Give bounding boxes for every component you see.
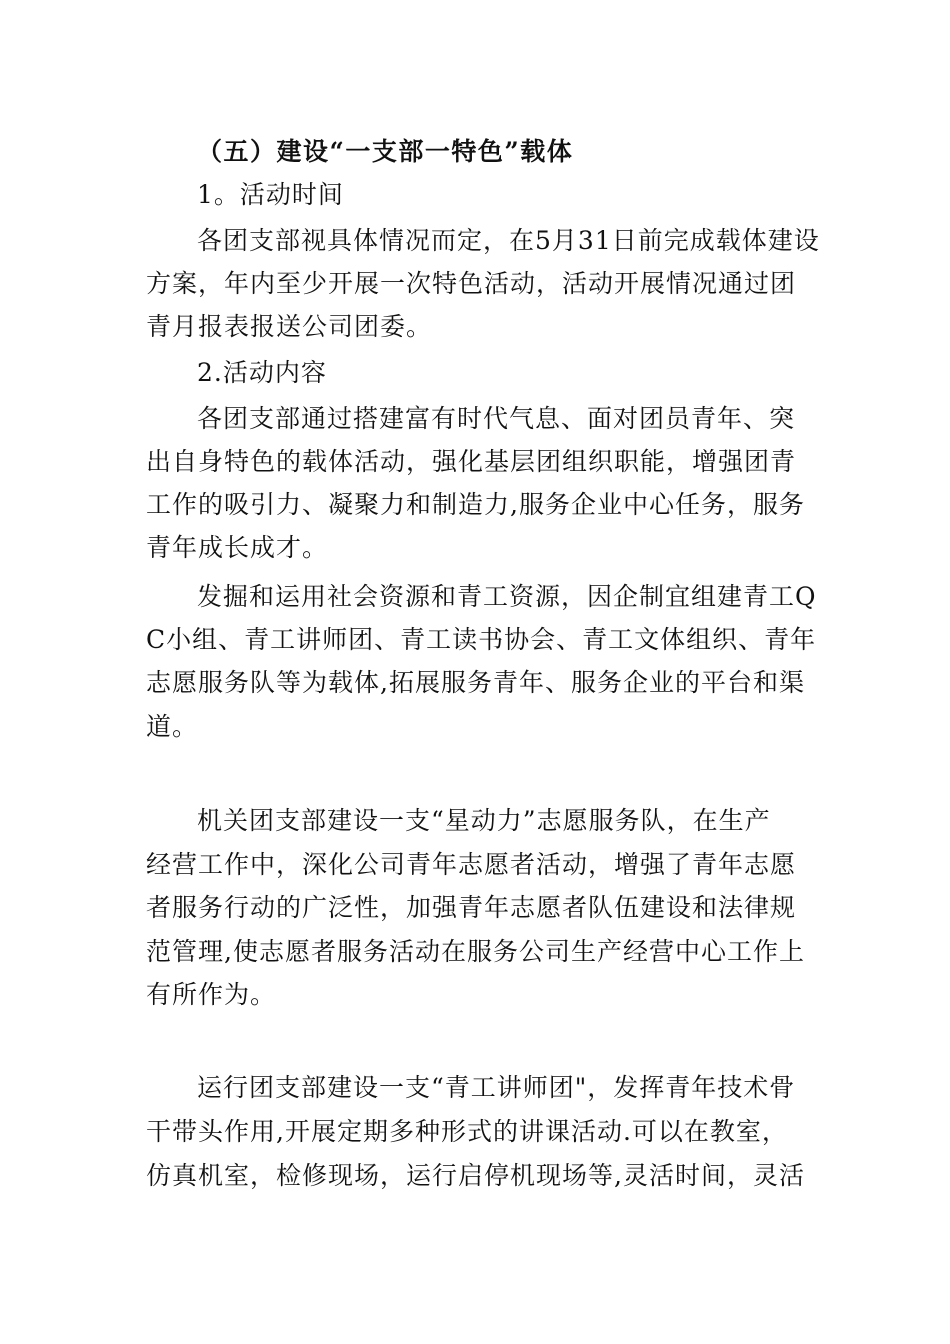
paragraph-line: 有所作为。 <box>146 980 277 1009</box>
paragraph-line: 干带头作用,开展定期多种形式的讲课活动.可以在教室， <box>146 1117 788 1146</box>
paragraph-line: 经营工作中，深化公司青年志愿者活动，增强了青年志愿 <box>146 850 797 879</box>
paragraph-line: 运行团支部建设一支“青工讲师团"，发挥青年技术骨 <box>197 1073 796 1102</box>
item-title-activity-time: 1。活动时间 <box>197 180 344 209</box>
paragraph-line: 机关团支部建设一支“星动力”志愿服务队，在生产 <box>197 806 771 835</box>
paragraph-line: 出自身特色的载体活动，强化基层团组织职能，增强团青 <box>146 447 797 476</box>
paragraph-line: 各团支部通过搭建富有时代气息、面对团员青年、突 <box>197 404 796 433</box>
paragraph-line: 仿真机室，检修现场，运行启停机现场等,灵活时间，灵活 <box>146 1161 805 1190</box>
paragraph-line: C小组、青工讲师团、青工读书协会、青工文体组织、青年 <box>146 625 817 654</box>
paragraph-line: 青月报表报送公司团委。 <box>146 312 433 341</box>
item-title-activity-content: 2.活动内容 <box>197 358 327 387</box>
paragraph-line: 道。 <box>146 712 199 741</box>
paragraph-line: 各团支部视具体情况而定，在5月31日前完成载体建设 <box>197 226 820 255</box>
paragraph-line: 范管理,使志愿者服务活动在服务公司生产经营中心工作上 <box>146 937 805 966</box>
paragraph-line: 工作的吸引力、凝聚力和制造力,服务企业中心任务，服务 <box>146 490 805 519</box>
paragraph-line: 志愿服务队等为载体,拓展服务青年、服务企业的平台和渠 <box>146 668 805 697</box>
section-heading: （五）建设“一支部一特色”载体 <box>197 137 574 166</box>
paragraph-line: 者服务行动的广泛性，加强青年志愿者队伍建设和法律规 <box>146 893 797 922</box>
paragraph-line: 发掘和运用社会资源和青工资源，因企制宜组建青工Q <box>197 582 817 611</box>
paragraph-line: 青年成长成才。 <box>146 533 329 562</box>
paragraph-line: 方案，年内至少开展一次特色活动，活动开展情况通过团 <box>146 269 797 298</box>
